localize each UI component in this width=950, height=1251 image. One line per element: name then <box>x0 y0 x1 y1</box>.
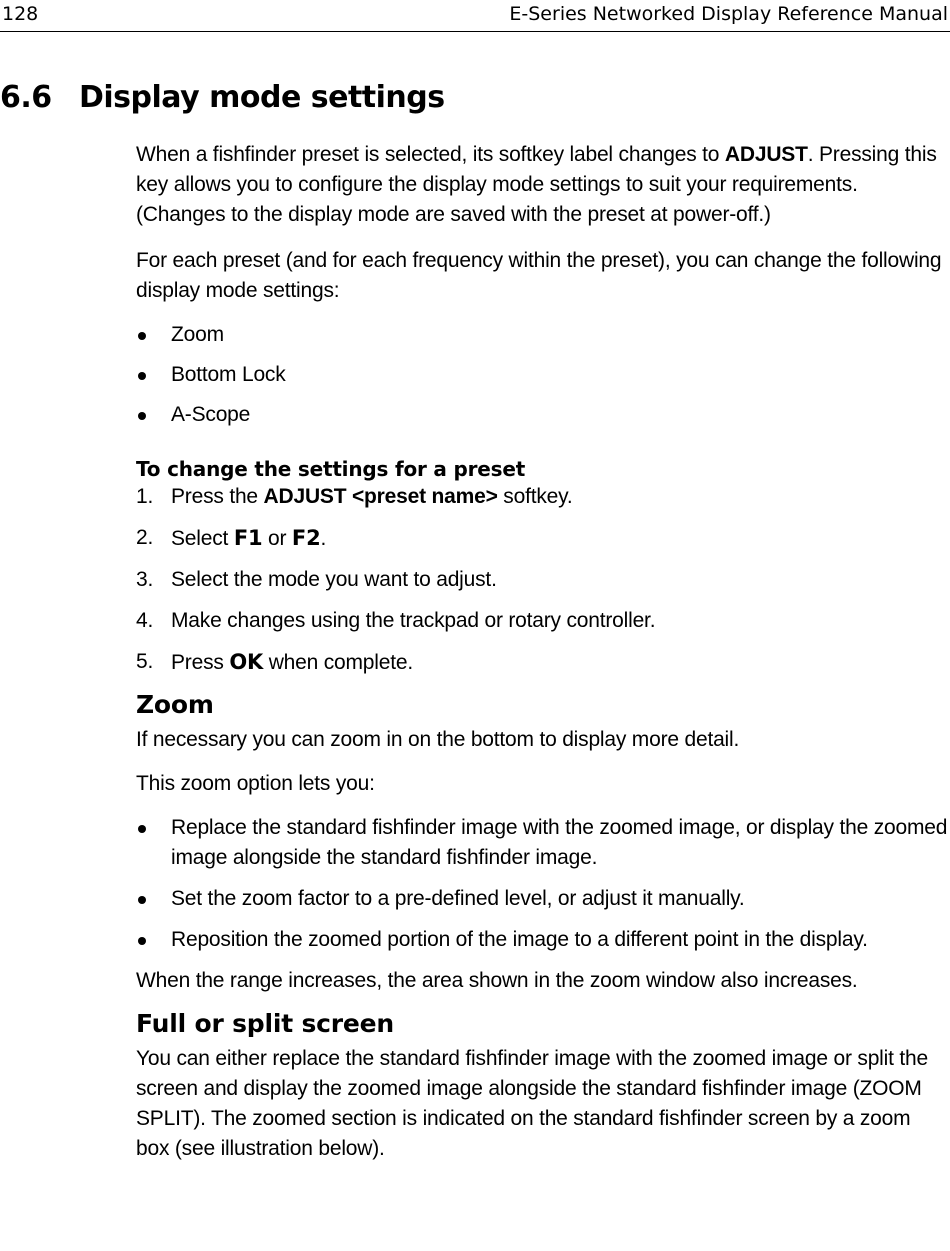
step-text: or <box>262 527 292 550</box>
full-split-paragraph: You can either replace the standard fishfinder image with the zoomed image or split the screen and display the zoomed image alongside the standard fishfinder image (ZOOM SPLIT). The zoomed section is indicated on the standard fishfinder screen by a zoom box (see illustration below). <box>136 1047 928 1160</box>
step-number: 3. <box>136 568 154 591</box>
step-text: Select <box>171 527 234 550</box>
bullet-icon <box>138 372 146 380</box>
section-number: 6.6 <box>0 80 52 115</box>
adjust-preset-keyword: ADJUST <preset name> <box>263 485 498 508</box>
step-text: Make changes using the trackpad or rotary controller. <box>171 609 656 632</box>
intro-text-end: . Pressing this key allows you to configure the display mode settings to suit your requirements. (Changes to the display mode are saved with the preset at power-off.) <box>136 143 937 226</box>
step-text: softkey. <box>497 485 573 508</box>
procedure-step <box>136 647 948 678</box>
procedure-step <box>136 523 948 554</box>
step-text: when complete. <box>263 651 413 674</box>
step-number: 2. <box>136 526 154 549</box>
zoom-options-list <box>136 813 948 955</box>
full-split-heading: Full or split screen <box>136 1009 394 1038</box>
settings-list <box>136 320 948 430</box>
list-item <box>136 320 948 350</box>
page-number: 128 <box>2 3 39 25</box>
f2-keyword: F2 <box>291 526 321 550</box>
step-number: 1. <box>136 485 154 508</box>
procedure-step <box>136 606 948 636</box>
bullet-icon <box>138 332 146 340</box>
zoom-paragraph: If necessary you can zoom in on the bottom to display more detail. <box>136 728 740 751</box>
page-content <box>136 140 948 1164</box>
bullet-icon <box>138 937 146 945</box>
zoom-heading: Zoom <box>136 690 214 719</box>
bullet-icon <box>138 825 146 833</box>
bullet-icon <box>138 896 146 904</box>
list-item <box>136 400 948 430</box>
page-header <box>0 0 950 32</box>
section-title-text: Display mode settings <box>79 80 445 115</box>
zoom-options-intro: This zoom option lets you: <box>136 772 375 795</box>
procedure-heading: To change the settings for a preset <box>136 457 526 481</box>
step-text: Press the <box>171 485 264 508</box>
intro-text-start: When a fishfinder preset is selected, its softkey label changes to <box>136 143 725 166</box>
list-item <box>136 925 948 955</box>
f1-keyword: F1 <box>233 526 263 550</box>
step-text: Press <box>171 651 230 674</box>
list-item <box>136 360 948 390</box>
manual-title: E-Series Networked Display Reference Manual <box>509 3 948 25</box>
ok-keyword: OK <box>229 650 264 674</box>
range-note: When the range increases, the area shown in the zoom window also increases. <box>136 969 858 992</box>
list-item <box>136 884 948 914</box>
step-number: 4. <box>136 609 154 632</box>
bullet-icon <box>138 412 146 420</box>
procedure-step <box>136 565 948 595</box>
intro-paragraph <box>136 140 948 230</box>
section-title <box>0 80 445 115</box>
step-text: . <box>320 527 327 550</box>
list-item-text: Reposition the zoomed portion of the image to a different point in the display. <box>171 928 868 951</box>
list-item <box>136 813 948 873</box>
procedure-steps <box>136 482 948 678</box>
step-text: Select the mode you want to adjust. <box>171 568 497 591</box>
list-item-text: Bottom Lock <box>171 363 286 386</box>
step-number: 5. <box>136 650 154 673</box>
adjust-keyword: ADJUST <box>724 143 808 166</box>
for-each-paragraph: For each preset (and for each frequency within the preset), you can change the following display mode settings: <box>136 249 942 302</box>
list-item-text: Replace the standard fishfinder image with the zoomed image, or display the zoomed image alongside the standard fishfinder image. <box>171 816 948 869</box>
list-item-text: Zoom <box>171 323 224 346</box>
list-item-text: Set the zoom factor to a pre-defined level, or adjust it manually. <box>171 887 745 910</box>
procedure-step <box>136 482 948 512</box>
list-item-text: A-Scope <box>171 403 251 426</box>
